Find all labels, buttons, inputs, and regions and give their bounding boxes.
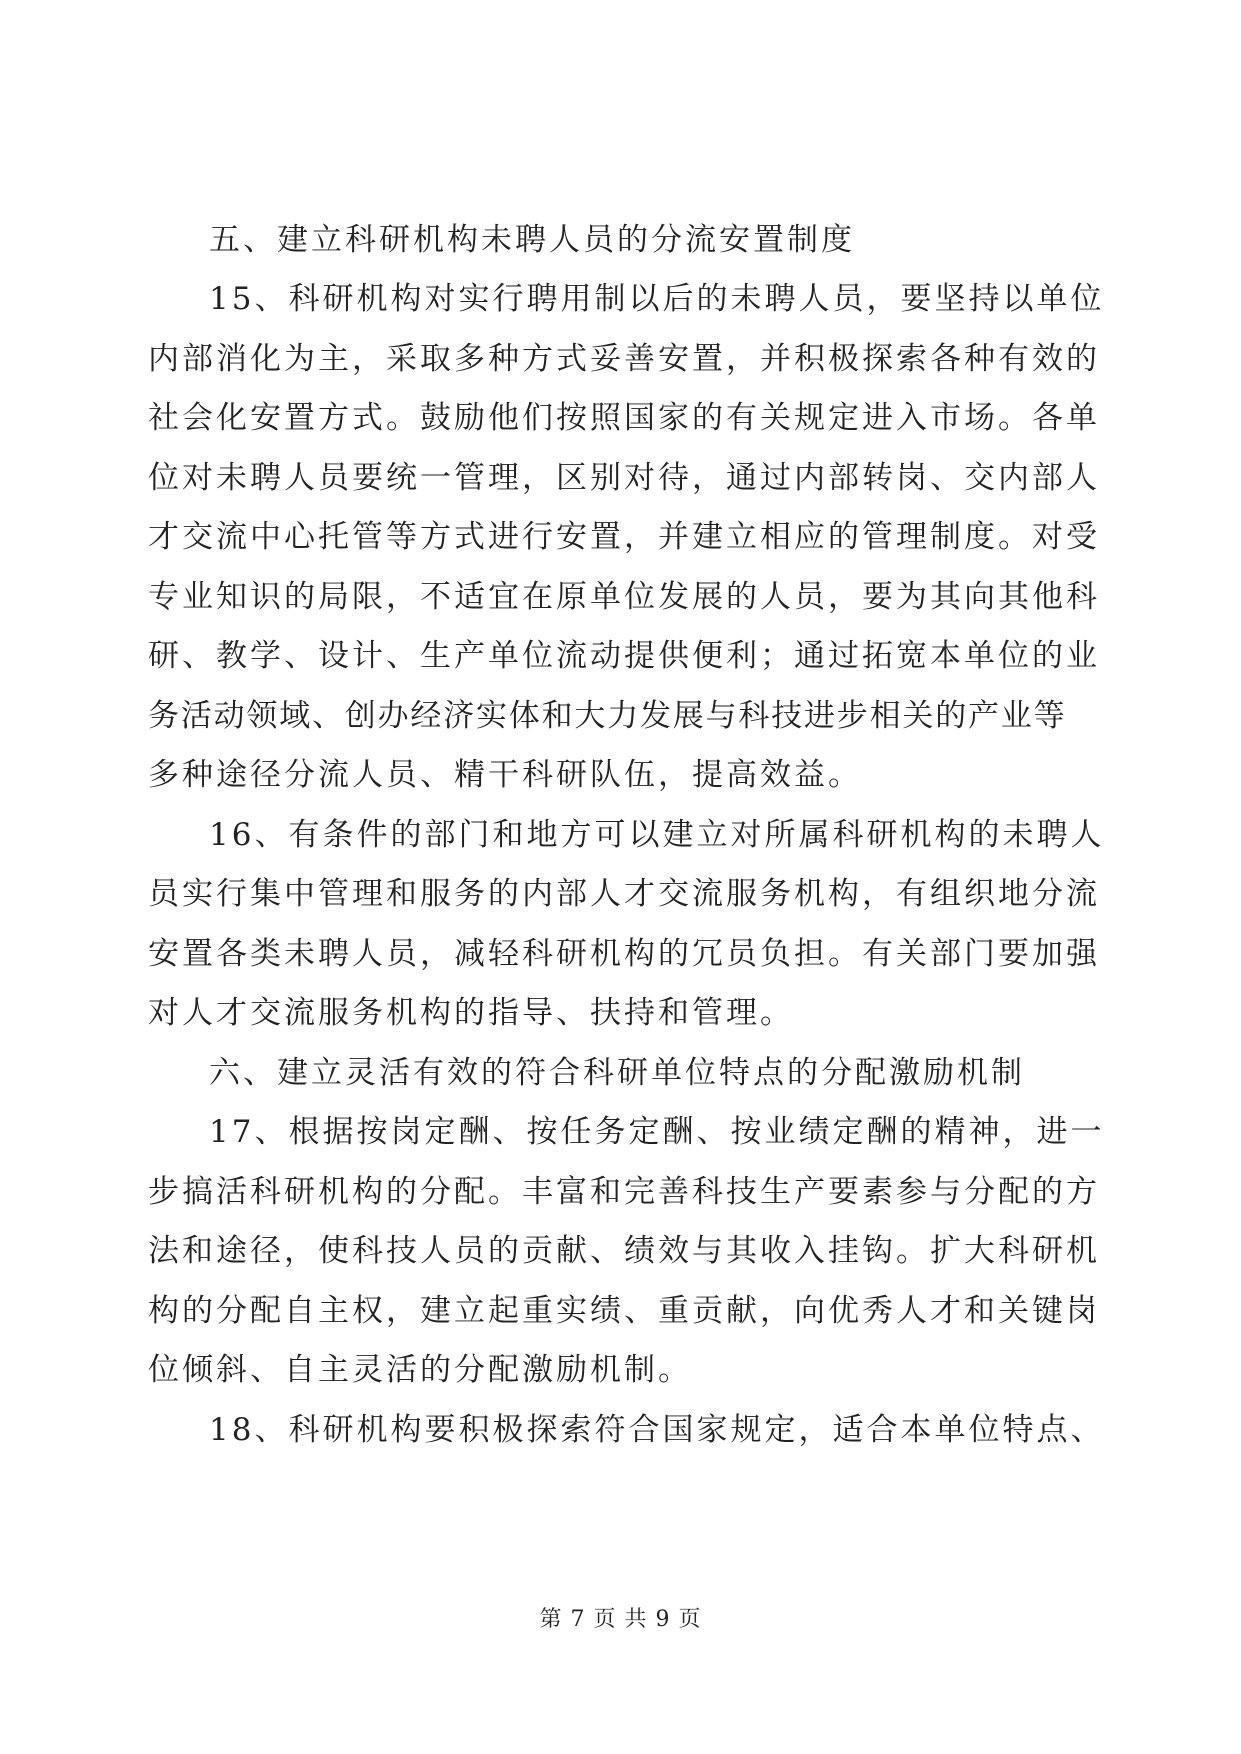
paragraph-line: 位倾斜、自主灵活的分配激励机制。 [148,1352,692,1388]
section-heading-6: 六、建立灵活有效的符合科研单位特点的分配激励机制 [209,1055,1025,1091]
paragraph-line: 多种途径分流人员、精干科研队伍，提高效益。 [148,757,862,793]
paragraph-line: 社会化安置方式。鼓励他们按照国家的有关规定进入市场。各单 [148,400,1100,436]
paragraph-line: 研、教学、设计、生产单位流动提供便利；通过拓宽本单位的业 [148,638,1100,674]
paragraph-line: 对人才交流服务机构的指导、扶持和管理。 [148,995,794,1031]
paragraph-line: 员实行集中管理和服务的内部人才交流服务机构，有组织地分流 [148,876,1100,912]
page-number-footer: 第 7 页 共 9 页 [539,1607,702,1632]
paragraph-line: 位对未聘人员要统一管理，区别对待，通过内部转岗、交内部人 [148,460,1100,496]
paragraph-line: 才交流中心托管等方式进行安置，并建立相应的管理制度。对受 [148,519,1100,555]
paragraph-line: 安置各类未聘人员，减轻科研机构的冗员负担。有关部门要加强 [148,936,1100,972]
paragraph-line: 构的分配自主权，建立起重实绩、重贡献，向优秀人才和关键岗 [148,1293,1100,1329]
paragraph-line: 务活动领域、创办经济实体和大力发展与科技进步相关的产业等 [148,698,1067,734]
section-heading-5: 五、建立科研机构未聘人员的分流安置制度 [209,222,855,258]
paragraph-line: 16、有条件的部门和地方可以建立对所属科研机构的未聘人 [209,817,1105,853]
paragraph-line: 法和途径，使科技人员的贡献、绩效与其收入挂钩。扩大科研机 [148,1233,1100,1269]
paragraph-line: 18、科研机构要积极探索符合国家规定，适合本单位特点、 [209,1412,1105,1448]
paragraph-line: 内部消化为主，采取多种方式妥善安置，并积极探索各种有效的 [148,341,1100,377]
paragraph-line: 步搞活科研机构的分配。丰富和完善科技生产要素参与分配的方 [148,1174,1100,1210]
paragraph-line: 17、根据按岗定酬、按任务定酬、按业绩定酬的精神，进一 [209,1114,1105,1150]
paragraph-line: 15、科研机构对实行聘用制以后的未聘人员，要坚持以单位 [209,281,1105,317]
paragraph-line: 专业知识的局限，不适宜在原单位发展的人员，要为其向其他科 [148,579,1100,615]
